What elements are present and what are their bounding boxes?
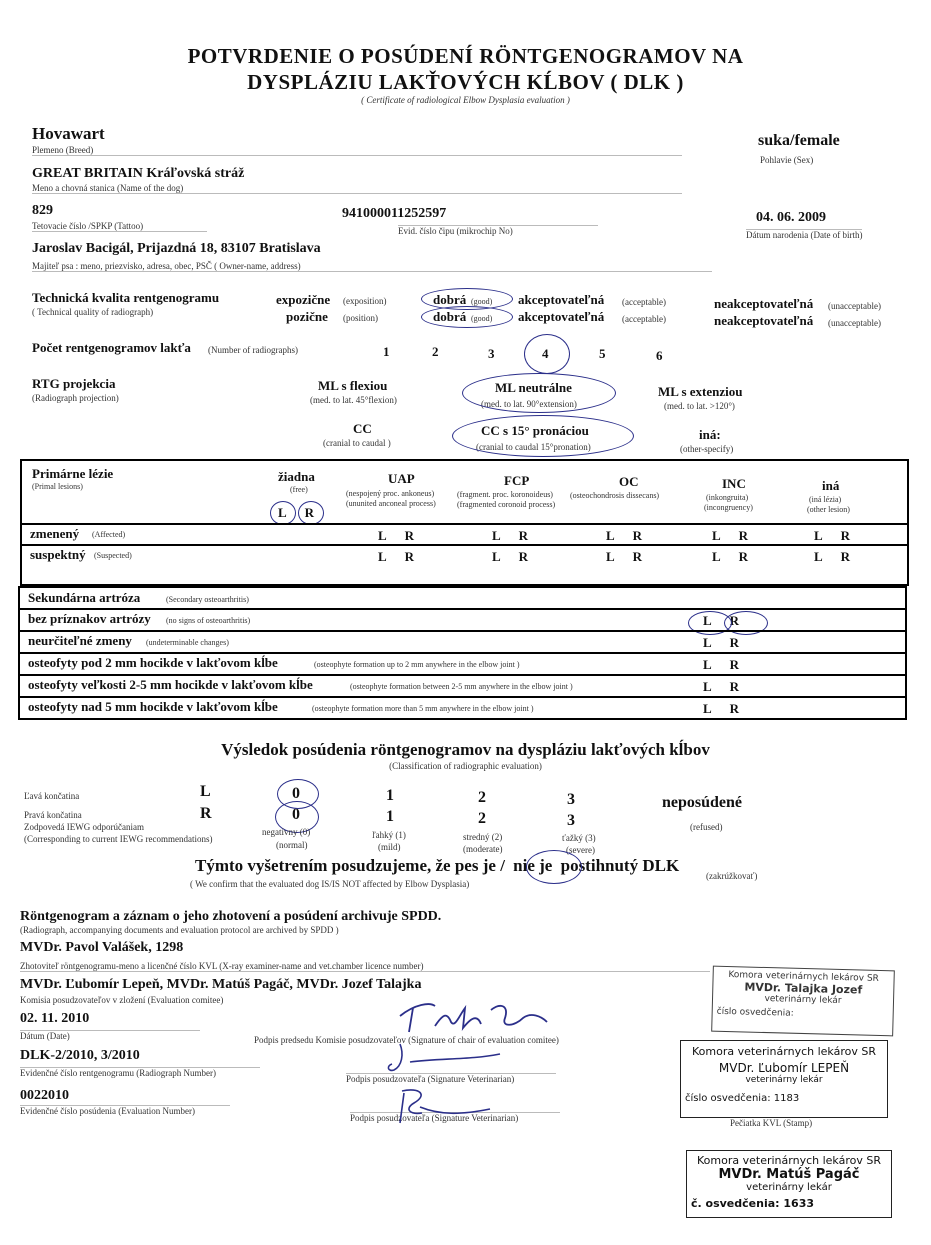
- cc-15-circle: [452, 415, 634, 457]
- count-6: 6: [656, 348, 663, 363]
- secondary-row-1-en: (no signs of osteoarthritis): [166, 616, 251, 625]
- dob-label: Dátum narodenia (Date of birth): [746, 230, 863, 240]
- dog-name-value: GREAT BRITAIN Kráľovská stráž: [32, 166, 245, 181]
- form-title-line1: POTVRDENIE O POSÚDENÍ RÖNTGENOGRAMOV NA: [187, 44, 744, 68]
- circle-hint: (zakrúžkovať): [706, 871, 758, 881]
- count-3: 3: [488, 346, 495, 361]
- count-4-circle: [524, 334, 570, 374]
- breed-value: Hovawart: [32, 124, 105, 143]
- col-fcp-en2: (fragmented coronoid process): [457, 500, 556, 509]
- exposition-label-en: (exposition): [343, 296, 387, 306]
- sex-value: suka/female: [758, 132, 840, 149]
- left-limb-label: Ľavá končatina: [24, 791, 80, 801]
- stamp-talajka-line1: Komora veterinárnych lekárov SR: [728, 970, 879, 984]
- stamp-lepen-line3: veterinárny lekár: [745, 1075, 823, 1085]
- affected-label-en: (Affected): [92, 530, 126, 539]
- vet-signature-label-2: Podpis posudzovateľa (Signature Veterinarian): [350, 1112, 560, 1123]
- chair-signature: [395, 996, 555, 1036]
- examiner-label: Zhotoviteľ röntgenogramu-meno a licenčné číslo KVL (X-ray examiner-name and vet.chamber licence number): [20, 961, 710, 972]
- grade-0-label: negatívny (0): [262, 827, 311, 837]
- secondary-row-5-en: (osteophyte formation more than 5 mm anywhere in the elbow joint ): [312, 704, 534, 713]
- stamp-talajka-line2: MVDr. Talajka Jozef: [744, 980, 863, 997]
- affected-other-lr: LR: [814, 528, 869, 543]
- col-oc-en: (osteochondrosis dissecans): [570, 491, 660, 500]
- grade-3-label: ťažký (3): [562, 833, 596, 843]
- secondary-row-3-en: (osteophyte formation up to 2 mm anywhere in the elbow joint ): [314, 660, 520, 669]
- refused-label: neposúdené: [662, 794, 743, 811]
- col-none: žiadna: [278, 469, 315, 484]
- secondary-row-4-label: osteofyty veľkosti 2-5 mm hocikde v lakťovom kĺbe: [28, 677, 313, 692]
- radiograph-number-label: Evidenčné číslo rentgenogramu (Radiograph Number): [20, 1067, 260, 1078]
- suspected-other-lr: LR: [814, 549, 869, 564]
- form-subtitle: ( Certificate of radiological Elbow Dysplasia evaluation ): [361, 95, 570, 105]
- confirm-pre: Týmto vyšetrením posudzujeme, že pes: [195, 856, 479, 875]
- secondary-row-2-lr: LR: [703, 635, 758, 650]
- grade-3-en: (severe): [566, 845, 595, 855]
- col-none-en: (free): [290, 485, 308, 494]
- secondary-title-en: (Secondary osteoarthritis): [166, 595, 249, 604]
- unacceptable-expo-en: (unacceptable): [828, 301, 881, 311]
- good-pos: dobrá: [433, 309, 467, 324]
- primary-lesions-title-en: (Primal lesions): [32, 482, 83, 491]
- acceptable-expo: akceptovateľná: [518, 292, 605, 307]
- stamp-pagac-line3: veterinárny lekár: [746, 1182, 832, 1193]
- radiograph-count-label: Počet rentgenogramov lakťa: [32, 340, 191, 355]
- suspected-fcp-lr: LR: [492, 549, 547, 564]
- other-projection-en: (other-specify): [680, 444, 734, 454]
- unacceptable-pos: neakceptovateľná: [714, 313, 814, 328]
- secondary-row-2-en: (undeterminable changes): [146, 638, 229, 647]
- tattoo-label: Tetovacie číslo /SPKP (Tattoo): [32, 221, 207, 232]
- col-fcp-en1: (fragment. proc. koronoideus): [457, 490, 553, 499]
- iewg-label: Zodpovedá IEWG odporúčaniam: [24, 822, 144, 832]
- lepen-signature: [380, 1040, 520, 1074]
- grade-0-en: (normal): [276, 840, 308, 850]
- right-letter: R: [200, 805, 212, 822]
- suspected-inc-lr: LR: [712, 549, 767, 564]
- col-inc: INC: [722, 476, 746, 491]
- stamp-label: Pečiatka KVL (Stamp): [730, 1118, 813, 1128]
- col-other-en1: (iná lézia): [809, 495, 842, 504]
- confirm-post: postihnutý DLK: [560, 856, 680, 875]
- technical-quality-label-en: ( Technical quality of radiograph): [32, 307, 154, 317]
- secondary-row-2-label: neurčiteľné zmeny: [28, 633, 132, 648]
- refused-label-en: (refused): [690, 822, 723, 832]
- breed-label: Plemeno (Breed): [32, 145, 682, 156]
- primary-lesions-table: [20, 459, 909, 586]
- affected-uap-lr: LR: [378, 528, 433, 543]
- stamp-talajka-line3: veterinárny lekár: [764, 993, 842, 1007]
- secondary-row-4: [20, 674, 905, 695]
- confirm-statement: [195, 856, 679, 876]
- left-grade-3: 3: [567, 791, 575, 808]
- sex-label: Pohlavie (Sex): [760, 155, 814, 165]
- count-2: 2: [432, 344, 439, 359]
- acceptable-pos: akceptovateľná: [518, 309, 605, 324]
- right-grade-1: 1: [386, 808, 394, 825]
- right-grade-0: 0: [292, 806, 300, 823]
- dob-value: 04. 06. 2009: [756, 210, 826, 225]
- suspected-row: [22, 544, 907, 565]
- committee-label: Komisia posudzovateľov v zložení (Evaluation comitee): [20, 995, 224, 1005]
- affected-fcp-lr: LR: [492, 528, 547, 543]
- result-title: Výsledok posúdenia röntgenogramov na dyspláziu lakťových kĺbov: [221, 740, 710, 759]
- stamp-pagac-line1: Komora veterinárnych lekárov SR: [697, 1154, 881, 1167]
- right-limb-label: Pravá končatina: [24, 810, 82, 820]
- secondary-row-2: [20, 630, 905, 651]
- ml-flexion-en: (med. to lat. 45°flexion): [310, 395, 397, 405]
- suspected-oc-lr: LR: [606, 549, 661, 564]
- cc-15-pronation: CC s 15° pronáciou: [481, 423, 589, 438]
- acceptable-pos-en: (acceptable): [622, 314, 666, 324]
- good-expo-en: (good): [471, 297, 493, 306]
- confirm-nie-je: nie je: [513, 856, 553, 875]
- cc-en: (cranial to caudal ): [323, 438, 391, 448]
- good-pos-en: (good): [471, 314, 493, 323]
- secondary-row-1: [20, 608, 905, 629]
- dog-name-label: Meno a chovná stanica (Name of the dog): [32, 183, 682, 194]
- pagac-signature: [390, 1085, 510, 1125]
- position-label-en: (position): [343, 313, 378, 323]
- chip-label: Evid. číslo čipu (mikrochip No): [398, 225, 598, 236]
- stamp-talajka: [711, 966, 895, 1037]
- col-inc-en2: (incongruency): [704, 503, 753, 512]
- col-fcp: FCP: [504, 473, 530, 488]
- secondary-row-5-label: osteofyty nad 5 mm hocikde v lakťovom kĺbe: [28, 699, 278, 714]
- affected-oc-lr: LR: [606, 528, 661, 543]
- suspected-uap-lr: LR: [378, 549, 433, 564]
- unacceptable-expo: neakceptovateľná: [714, 296, 814, 311]
- col-inc-en1: (inkongruita): [706, 493, 749, 502]
- left-grade-2: 2: [478, 789, 486, 806]
- ml-neutral-circle: [462, 373, 616, 413]
- count-4: 4: [542, 346, 549, 361]
- position-label: pozične: [286, 309, 328, 324]
- right-grade-3: 3: [567, 812, 575, 829]
- confirm-en: ( We confirm that the evaluated dog IS/IS NOT affected by Elbow Dysplasia): [190, 879, 470, 889]
- cc-15-pronation-en: (cranial to caudal 15°pronation): [476, 442, 591, 452]
- good-expo: dobrá: [433, 292, 467, 307]
- projection-label-en: (Radiograph projection): [32, 393, 119, 403]
- acceptable-expo-en: (acceptable): [622, 297, 666, 307]
- radiograph-count-label-en: (Number of radiographs): [208, 345, 298, 355]
- committee-value: MVDr. Ľubomír Lepeň, MVDr. Matúš Pagáč, MVDr. Jozef Talajka: [20, 977, 422, 992]
- evaluation-number-value: 0022010: [20, 1088, 69, 1103]
- suspected-label-en: (Suspected): [94, 551, 132, 560]
- left-grade-1: 1: [386, 787, 394, 804]
- stamp-lepen: [680, 1040, 888, 1118]
- none-l-circle: [270, 501, 296, 525]
- unacceptable-pos-en: (unacceptable): [828, 318, 881, 328]
- right-grade-2: 2: [478, 810, 486, 827]
- ml-extension: ML s extenziou: [658, 384, 743, 399]
- archive-text-en: (Radiograph, accompanying documents and evaluation protocol are archived by SPDD ): [20, 925, 339, 935]
- technical-quality-label: Technická kvalita rentgenogramu: [32, 290, 220, 305]
- count-5: 5: [599, 346, 606, 361]
- exposition-label: expozične: [276, 292, 331, 307]
- col-uap-en1: (nespojený proc. ankoneus): [346, 489, 435, 498]
- confirm-slash: /: [500, 856, 505, 875]
- cc: CC: [353, 421, 372, 436]
- col-other-en2: (other lesion): [807, 505, 850, 514]
- stamp-lepen-line4: číslo osvedčenia: 1183: [685, 1093, 800, 1104]
- grade-2-label: stredný (2): [463, 832, 503, 842]
- date-label: Dátum (Date): [20, 1030, 200, 1041]
- projection-label: RTG projekcia: [32, 376, 116, 391]
- ml-neutral: ML neutrálne: [495, 380, 572, 395]
- stamp-pagac: [686, 1150, 892, 1218]
- other-projection: iná:: [699, 427, 721, 442]
- grade-1-en: (mild): [378, 842, 401, 852]
- stamp-pagac-line2: MVDr. Matúš Pagáč: [718, 1167, 860, 1182]
- ml-neutral-en: (med. to lat. 90°extension): [481, 399, 577, 409]
- col-other: iná: [822, 478, 840, 493]
- radiograph-number-value: DLK-2/2010, 3/2010: [20, 1048, 140, 1063]
- none-lr: LR: [278, 505, 333, 520]
- chair-signature-label: Podpis predsedu Komisie posudzovateľov (Signature of chair of evaluation comitee): [254, 1035, 559, 1045]
- secondary-row-4-lr: LR: [703, 679, 758, 694]
- tattoo-value: 829: [32, 203, 53, 218]
- form-title-line2: DYSPLÁZIU LAKŤOVÝCH KĹBOV ( DLK ): [247, 70, 684, 94]
- col-oc: OC: [619, 474, 639, 489]
- affected-row: [22, 523, 907, 544]
- nie-je-circle: [526, 850, 582, 884]
- col-uap: UAP: [388, 471, 415, 486]
- vet-signature-label: Podpis posudzovateľa (Signature Veterinarian): [346, 1073, 556, 1084]
- secondary-row-3-label: osteofyty pod 2 mm hocikde v lakťovom kĺbe: [28, 655, 278, 670]
- none-r-circle: [298, 501, 324, 525]
- owner-label: Majiteľ psa : meno, priezvisko, adresa, obec, PSČ ( Owner-name, address): [32, 261, 712, 272]
- affected-inc-lr: LR: [712, 528, 767, 543]
- stamp-pagac-line4: č. osvedčenia: 1633: [691, 1197, 815, 1210]
- left-grade-0: 0: [292, 785, 300, 802]
- owner-value: Jaroslav Bacigál, Prijazdná 18, 83107 Bratislava: [32, 241, 321, 256]
- date-value: 02. 11. 2010: [20, 1011, 90, 1026]
- left-letter: L: [200, 783, 211, 800]
- chip-value: 941000011252597: [342, 206, 447, 221]
- secondary-title: Sekundárna artróza: [28, 590, 141, 605]
- stamp-lepen-line2: MVDr. Ľubomír LEPEŇ: [718, 1061, 850, 1075]
- ml-extension-en: (med. to lat. >120°): [664, 401, 735, 411]
- examiner-value: MVDr. Pavol Valášek, 1298: [20, 940, 184, 955]
- archive-text: Röntgenogram a záznam o jeho zhotovení a posúdení archivuje SPDD.: [20, 909, 442, 924]
- good-pos-circle: [421, 306, 513, 328]
- secondary-row-1-label: bez príznakov artrózy: [28, 611, 151, 626]
- grade-1-label: ľahký (1): [372, 830, 406, 840]
- secondary-row-5: [20, 696, 905, 717]
- secondary-row-5-lr: LR: [703, 701, 758, 716]
- secondary-row-3: [20, 652, 905, 673]
- secondary-row-1-lr: LR: [703, 613, 758, 628]
- count-1: 1: [383, 344, 390, 359]
- affected-label: zmenený: [30, 526, 80, 541]
- confirm-je: je: [482, 856, 496, 875]
- secondary-row-3-lr: LR: [703, 657, 758, 672]
- suspected-label: suspektný: [30, 547, 86, 562]
- evaluation-number-label: Evidenčné číslo posúdenia (Evaluation Number): [20, 1105, 230, 1116]
- stamp-talajka-line4: číslo osvedčenia:: [716, 1006, 794, 1019]
- iewg-label-en: (Corresponding to current IEWG recommendations): [24, 834, 213, 844]
- secondary-row-4-en: (osteophyte formation between 2-5 mm anywhere in the elbow joint ): [350, 682, 573, 691]
- secondary-oa-table: [18, 586, 907, 720]
- grade-2-en: (moderate): [463, 844, 503, 854]
- result-title-en: (Classification of radiographic evaluation): [389, 761, 542, 771]
- ml-flexion: ML s flexiou: [318, 378, 388, 393]
- col-uap-en2: (ununited anconeal process): [346, 499, 436, 508]
- primary-lesions-title: Primárne lézie: [32, 466, 114, 481]
- stamp-lepen-line1: Komora veterinárnych lekárov SR: [692, 1045, 876, 1058]
